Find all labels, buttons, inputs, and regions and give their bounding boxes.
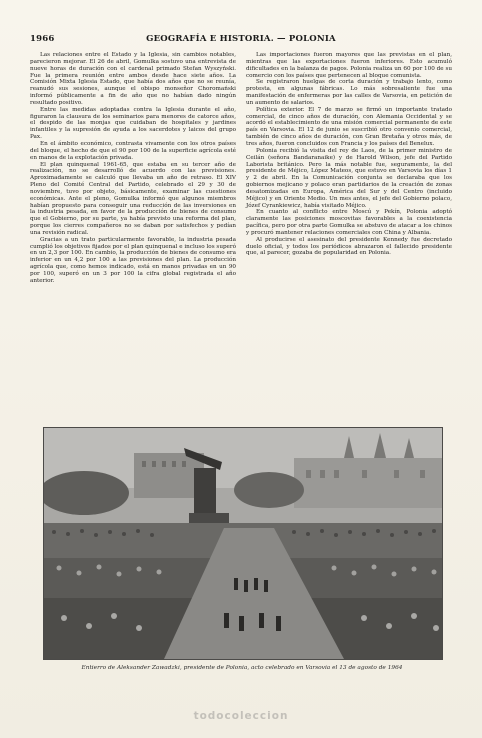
paragraph: Las importaciones fueron mayores que las previstas en el plan, mientras que las exportaciones fueron inferiores. Esto acumuló dificultades en la balanza de pagos. Polonia realiza un 60 por 100 de su comercio con los países que pertenecen al bloque comunista. [246, 52, 452, 79]
paragraph: En cuanto al conflicto entre Moscú y Pekín, Polonia adoptó claramente las posiciones moscovitas favorables a la coexistencia pacífica, pero por otra parte Gomulka se abstuvo de atacar a los chinos y procuró mantener relaciones comerciales con China y Albania. [246, 209, 452, 236]
column-left [30, 52, 236, 424]
paragraph: Las relaciones entre el Estado y la Iglesia, sin cambios notables, parecieron mejorar. El 26 de abril, Gomulka sostuvo una entrevista de nueve horas de duración con el cardenal primado Stefan Wyszyński. Fue la primera reunión entre ambos desde hace siete años. La Comisión Mixta Iglesia Estado, que había dos años que no se reunía, reanudó sus sesiones, aunque el obispo monseñor Choromański informó públicamente a fin de año que no habían dado ningún resultado positivo. [30, 52, 236, 106]
watermark-text: todocoleccion [193, 710, 289, 722]
column-right [246, 52, 452, 424]
article-columns [30, 52, 452, 424]
paragraph: Polonia recibió la visita del rey de Laos, de la primer ministro de Ceilán (señora Bandaranaike) y de Harold Wilson, jefe del Partido Laborista británico. Pero la más notable fue, seguramente, la del presidente de Méjico, López Mateos, que estuvo en Varsovia los días 1 y 2 de abril. En la Comunicación conjunta se declaraba que los gobiernos mejicano y polaco eran partidarios de la creación de zonas desatomizadas en Europa, América del Sur y del Centro (incluido Méjico) y en Oriente Medio. Un mes antes, el jefe del Gobierno polaco, Józef Cyrankiewicz, había visitado Méjico. [246, 147, 452, 209]
paragraph: El plan quinquenal 1961-65, que estaba en su tercer año de realización, no se desarrolló de acuerdo con las previsiones. Aproximadamente se calculó que llevaba un año de retraso. El XIV Pleno del Comité Central del Partido, celebrado el 29 y 30 de noviembre, tuvo por objeto, básicamente, examinar las cuestiones económicas. Ante el pleno, Gomulka informó que algunos miembros habían propuesto para conseguir una reducción de las inversiones en la industria pesada, en favor de la producción de bienes de consumo que el Gobierno, por su parte, ya había previsto una reforma del plan, porque los cierres compañeros no se daban por satisfechos y pedían una revisión radical. [30, 161, 236, 236]
paragraph: Política exterior. El 7 de marzo se firmó un importante tratado comercial, de cinco años de duración, con Alemania Occidental y se acordó el establecimiento de una misión comercial permanente de este país en Varsovia. El 12 de junio se suscribió otro convenio comercial, también de cinco años de duración, con Gran Bretaña y otros más, de tres años, fueron concluidos con Francia y los países del Benelux. [246, 106, 452, 147]
paragraph: Al producirse el asesinato del presidente Kennedy fue decretado duelo oficial, y todos los periódicos abrazaron el fallecido presidente que, al parecer, gozaba de popularidad en Polonia. [246, 236, 452, 257]
photo-caption: Entierro de Aleksander Zawadzki, presidente de Polonia, acto celebrado en Varsovia el 13 de agosto de 1964 [81, 665, 403, 671]
paragraph: Gracias a un trato particularmente favorable, la industria pesada cumplió los objetivos fijados por el plan quinquenal e incluso los superó en un 2,3 por 100. En cambio, la producción de bienes de consumo era inferior en un 4,2 por 100 a las previsiones del plan. La producción agrícola que, como hemos indicado, está en manos privadas en un 90 por 100, superó en un 3 por 100 la cifra global registrada el año anterior. [30, 236, 236, 284]
page-number: 1966 [30, 34, 55, 44]
paragraph: En el ámbito económico, contrasta vivamente con los otros países del bloque, el hecho de que el 90 por 100 de la superficie agrícola esté en manos de la explotación privada. [30, 140, 236, 161]
running-title: GEOGRAFÍA E HISTORIA. — POLONIA [146, 34, 336, 44]
funeral-crowd-scene [44, 428, 442, 659]
paragraph: Se registraron huelgas de corta duración y trabajo lento, como protesta, en algunas fábricas. Lo más sobresaliente fue una manifestación de enfermeras por las calles de Varsovia, en petición de un aumento de salarios. [246, 79, 452, 106]
funeral-photograph [43, 427, 443, 660]
paragraph: Entre las medidas adoptadas contra la Iglesia durante el año, figuraron la clausura de los seminarios para menores de catorce años, el despido de las monjas que cuidaban de hospitales y jardines infantiles y la supresión de ayuda a los sacerdotes y laicos del grupo Pax. [30, 106, 236, 141]
page-header [30, 34, 452, 48]
